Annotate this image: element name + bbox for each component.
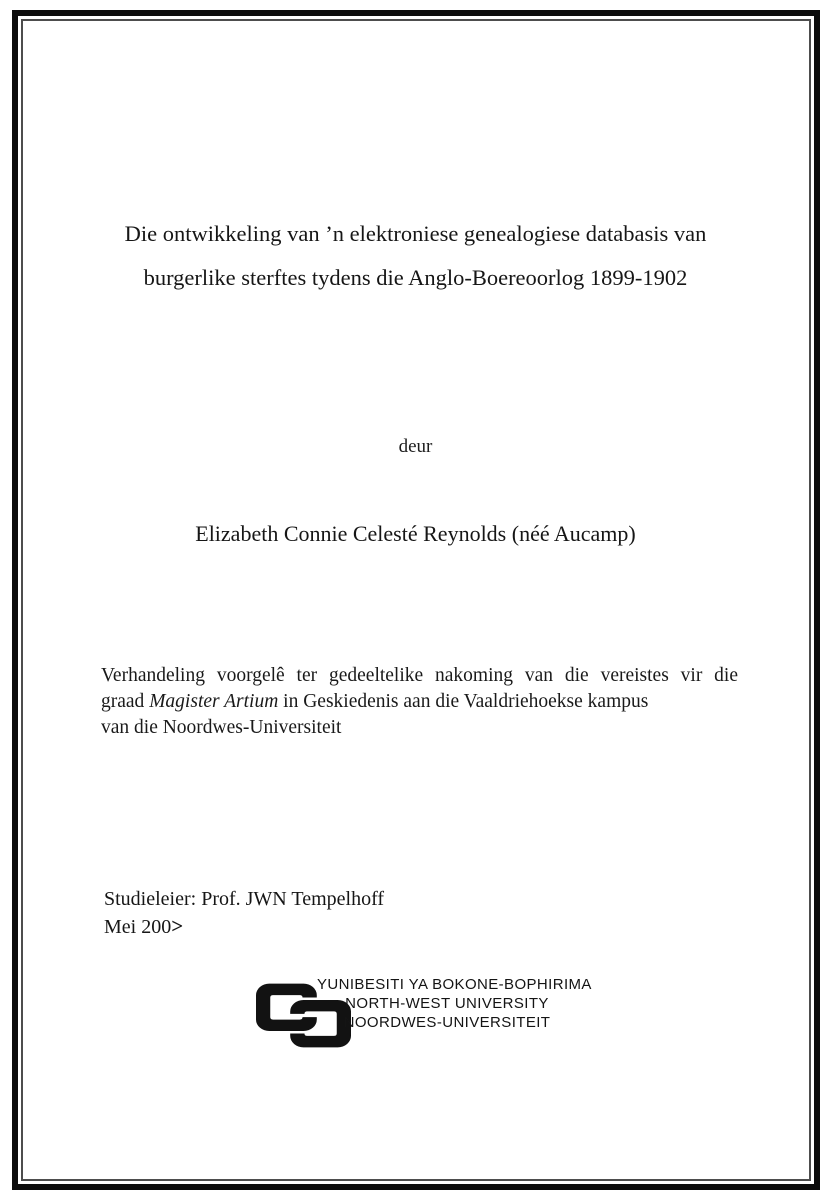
degree-statement (101, 663, 738, 741)
thesis-title-line2: burgerlike sterftes tydens die Anglo-Boereoorlog 1899-1902 (143, 265, 688, 290)
degree-statement-line2 (101, 689, 738, 715)
date-line (104, 913, 384, 941)
author-name: Elizabeth Connie Celesté Reynolds (néé Aucamp) (195, 521, 636, 546)
date-glyph: > (171, 914, 184, 938)
degree-statement-line2-suffix: in Geskiedenis aan die Vaaldriehoekse kampus (278, 691, 649, 712)
university-name-setswana: YUNIBESITI YA BOKONE-BOPHIRIMA (317, 976, 592, 993)
byline: deur (398, 436, 433, 457)
degree-name: Magister Artium (149, 691, 279, 712)
university-name-afrikaans: NOORDWES-UNIVERSITEIT (343, 1014, 551, 1031)
supervisor-line: Studieleier: Prof. JWN Tempelhoff (104, 888, 385, 910)
university-name-english: NORTH-WEST UNIVERSITY (345, 995, 549, 1012)
thesis-title-line1: Die ontwikkeling van ’n elektroniese genealogiese databasis van (124, 221, 707, 246)
supervisor-block (104, 886, 384, 941)
thesis-title (0, 212, 831, 300)
degree-statement-line3: van die Noordwes-Universiteit (101, 717, 342, 738)
degree-statement-line1: Verhandeling voorgelê ter gedeeltelike nakoming van die vereistes vir die (101, 665, 738, 686)
date-text: Mei 200 (104, 916, 172, 938)
degree-statement-line2-prefix: graad (101, 691, 150, 712)
university-logo-text (317, 975, 592, 1032)
